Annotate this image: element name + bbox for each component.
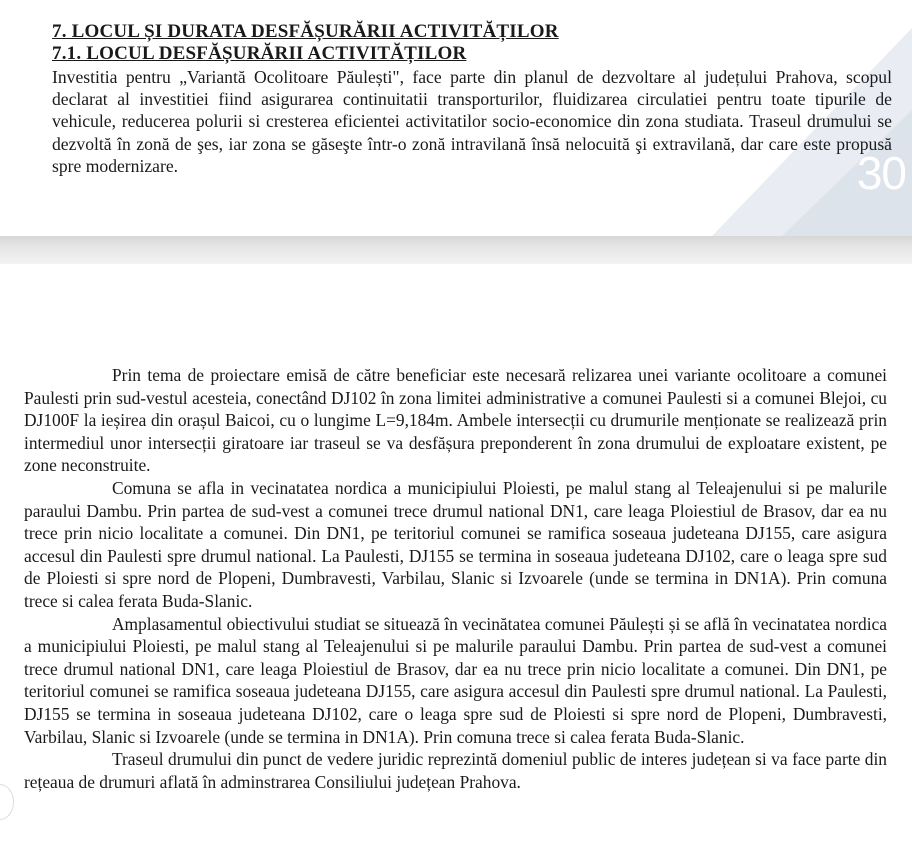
page-number: 30 [856, 147, 906, 199]
page-separator [0, 236, 912, 264]
paragraph-legal-status: Traseul drumului din punct de vedere juridic reprezintă domeniul public de interes județean si va face parte din rețeaua de drumuri aflată în adminstrarea Consiliului județean Prahova. [24, 749, 887, 792]
section-heading: 7. LOCUL ȘI DURATA DESFĂȘURĂRII ACTIVITĂȚILOR [52, 21, 559, 42]
intro-paragraph: Investitia pentru „Variantă Ocolitoare Păulești", face parte din planul de dezvoltare al județului Prahova, scopul declarat al investitiei fiind asigurarea continuitatii transporturilor, fluidizarea circulatiei pentru toate tipurile de vehicule, reducerea polurii si cresterea eficientei activitatilor socio-economice din zona studiata. Traseul drumului se dezvoltă în zonă de şes, iar zona se găseşte într-o zonă intravilană însă nelocuită şi extravilană, dar care este propusă spre modernizare. [52, 67, 892, 176]
subsection-heading: 7.1. LOCUL DESFĂȘURĂRII ACTIVITĂȚILOR [52, 43, 467, 64]
scan-artifact [0, 784, 14, 820]
top-page-fragment [0, 0, 912, 236]
paragraph-site-location: Amplasamentul obiectivului studiat se situează în vecinătatea comunei Păulești și se află în vecinatatea nordica a municipiului Ploiesti, pe malul stang al Teleajenului si pe malurile paraului Dambu. Prin partea de sud-vest a comunei trece drumul national DN1, care leaga Ploiestiul de Brasov, dar ea nu trece prin nicio localitate a comunei. Din DN1, pe teritoriul comunei se ramifica soseaua judeteana DJ155, care asigura accesul din Paulesti spre drumul national. La Paulesti, DJ155 se termina in soseaua judeteana DJ102, care o leaga spre sud de Ploiesti si spre nord de Plopeni, Dumbravesti, Varbilau, Slanic si Izvoarele (unde se termina in DN1A). Prin comuna trece si calea ferata Buda-Slanic. [24, 613, 887, 747]
intro-paragraph-block [52, 66, 892, 177]
bottom-page-fragment [0, 264, 912, 850]
paragraph-project-theme: Prin tema de proiectare emisă de către beneficiar este necesară relizarea unei variante ocolitoare a comunei Paulesti prin sud-vestul acesteia, conectând DJ102 în zona limitei administrative a comunei Paulesti si a comunei Blejoi, cu DJ100F la ieșirea din orașul Baicoi, cu o lungime L=9,184m. Ambele intersecții cu drumurile menționate se realizează prin intermediul unor intersecții giratoare iar traseul se va desfășura preponderent în zona drumului de exploatare existent, pe zone neconstruite. [24, 365, 887, 476]
body-text [24, 364, 887, 793]
paragraph-commune-location: Comuna se afla in vecinatatea nordica a municipiului Ploiesti, pe malul stang al Teleajenului si pe malurile paraului Dambu. Prin partea de sud-vest a comunei trece drumul national DN1, care leaga Ploiestiul de Brasov, dar ea nu trece prin nicio localitate a comunei. Din DN1, pe teritoriul comunei se ramifica soseaua judeteana DJ155, care asigura accesul din Paulesti spre drumul national. La Paulesti, DJ155 se termina in soseaua judeteana DJ102, care o leaga spre sud de Ploiesti si spre nord de Plopeni, Dumbravesti, Varbilau, Slanic si Izvoarele (unde se termina in DN1A). Prin comuna trece si calea ferata Buda-Slanic. [24, 477, 887, 611]
